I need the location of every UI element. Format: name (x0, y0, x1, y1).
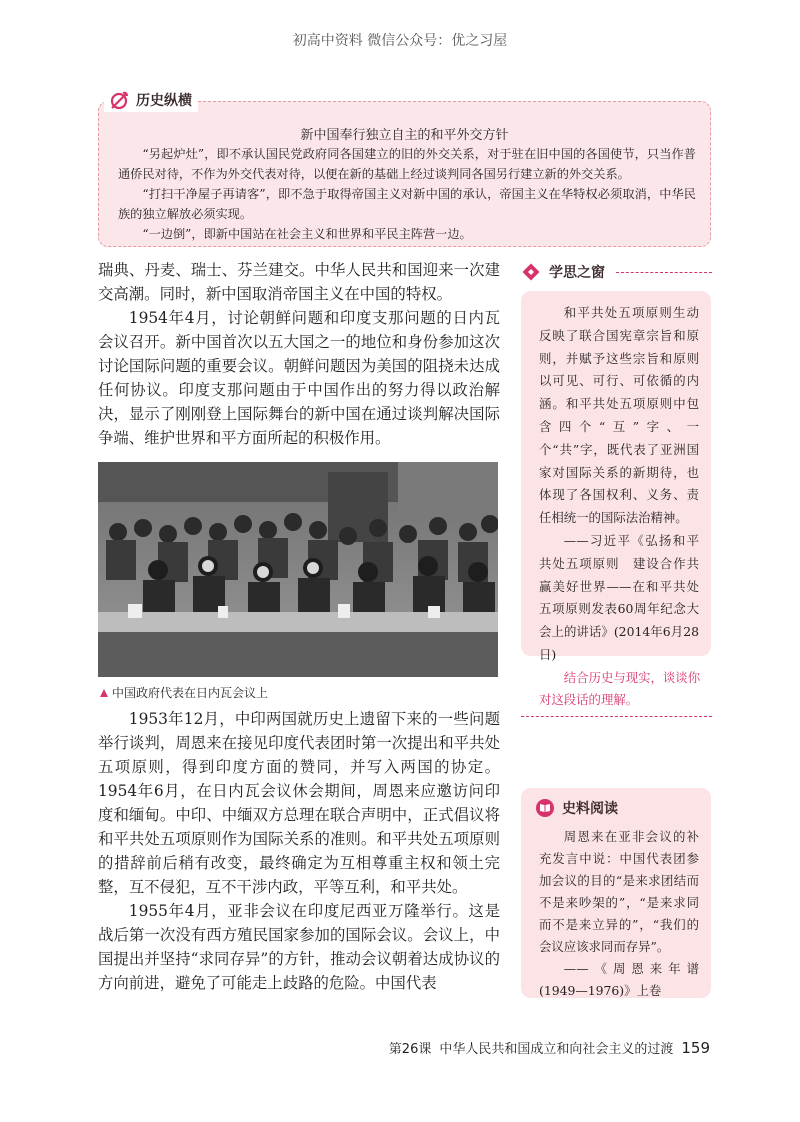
think-window-icon (521, 262, 541, 282)
body-paragraph: 瑞典、丹麦、瑞士、芬兰建交。中华人民共和国迎来一次建交高潮。同时，新中国取消帝国主义在中国的特权。 (98, 261, 500, 303)
history-box-title: 历史纵横 (136, 93, 192, 109)
think-window-title: 学思之窗 (549, 265, 605, 281)
quote-source: ——习近平《弘扬和平共处五项原则 建设合作共赢美好世界——在和平共处五项原则发表60周年纪念大会上的讲话》(2014年6月28日) (539, 532, 699, 662)
quote-body: 和平共处五项原则生动反映了联合国宪章宗旨和原则，并赋予这些宗旨和原则以可见、可行、可依循的内涵。和平共处五项原则中包含四个“互”字、一个“共”字，既代表了亚洲国家对国际关系的新期待，也体现了各国权利、义务、责任相统一的国际法治精神。 (539, 305, 699, 526)
photo-illustration (98, 462, 498, 677)
chapter-title: 中华人民共和国成立和向社会主义的过渡 (439, 1042, 674, 1057)
source-reading-citation: ——《周恩来年谱(1949—1976)》上卷 (539, 961, 699, 998)
main-text-bottom (98, 707, 500, 995)
caption-triangle-icon (100, 689, 108, 697)
history-box-text (118, 144, 696, 244)
think-question: 结合历史与现实，谈谈你对这段话的理解。 (539, 670, 701, 707)
question-divider (521, 716, 712, 717)
book-icon (536, 799, 554, 817)
history-box-header (104, 88, 198, 112)
body-paragraph: 1954年4月，讨论朝鲜问题和印度支那问题的日内瓦会议召开。新中国首次以五大国之一的地位和身份参加这次讨论国际问题的重要会议。朝鲜问题因为美国的阻挠未达成任何协议。印度支那问题由于中国作出的努力得以政治解决，显示了刚刚登上国际舞台的新中国在通过谈判解决国际争端、维护世界和平方面所起的积极作用。 (98, 309, 500, 447)
source-reading-title: 史料阅读 (562, 801, 618, 817)
quote-text (539, 302, 699, 667)
history-paragraph: “打扫干净屋子再请客”，即不急于取得帝国主义对新中国的承认，帝国主义在华特权必须取消，中华民族的独立解放必须实现。 (118, 187, 696, 221)
body-paragraph: 1955年4月，亚非会议在印度尼西亚万隆举行。这是战后第一次没有西方殖民国家参加的国际会议。会议上，中国提出并坚持“求同存异”的方针，推动会议朝着达成协议的方向前进，避免了可能走上歧路的危险。中国代表 (98, 902, 500, 992)
source-reading-text (539, 826, 699, 1002)
page-number: 159 (681, 1039, 710, 1057)
history-paragraph: “另起炉灶”，即不承认国民党政府同各国建立的旧的外交关系，对于驻在旧中国的各国使节，只当作普通侨民对待，不作为外交代表对待，以便在新的基础上经过谈判同各国另行建立新的外交关系。 (118, 147, 696, 181)
think-window-header (521, 262, 605, 282)
main-text-top (98, 258, 500, 450)
body-paragraph: 1953年12月，中印两国就历史上遗留下来的一些问题举行谈判，周恩来在接见印度代表团时第一次提出和平共处五项原则，得到印度方面的赞同，并写入两国的协定。1954年6月，在日内瓦会议休会期间，周恩来应邀访问印度和缅甸。中印、中缅双方总理在联合声明中，正式倡议将和平共处五项原则作为国际关系的准则。和平共处五项原则的措辞前后稍有改变，最终确定为互相尊重主权和领土完整，互不侵犯，互不干涉内政，平等互利，和平共处。 (98, 710, 500, 896)
lesson-number: 第26课 (388, 1042, 432, 1057)
photo-caption-text: 中国政府代表在日内瓦会议上 (112, 686, 269, 700)
page-footer (389, 1038, 710, 1057)
photo-caption (100, 684, 268, 701)
source-reading-header (536, 798, 618, 818)
source-reading-body: 周恩来在亚非会议的补充发言中说：中国代表团参加会议的目的“是来求团结而不是来吵架的”，“是来求同而不是来立异的”，“我们的会议应该求同而存异”。 (539, 829, 699, 954)
history-box-subtitle: 新中国奉行独立自主的和平外交方针 (300, 128, 509, 143)
watermark: 初高中资料 微信公众号：优之习屋 (292, 33, 508, 49)
think-window-divider (616, 272, 712, 273)
history-paragraph: “一边倒”，即新中国站在社会主义和世界和平民主阵营一边。 (142, 227, 472, 241)
history-swirl-icon (108, 89, 130, 111)
geneva-conference-photo (98, 462, 498, 677)
